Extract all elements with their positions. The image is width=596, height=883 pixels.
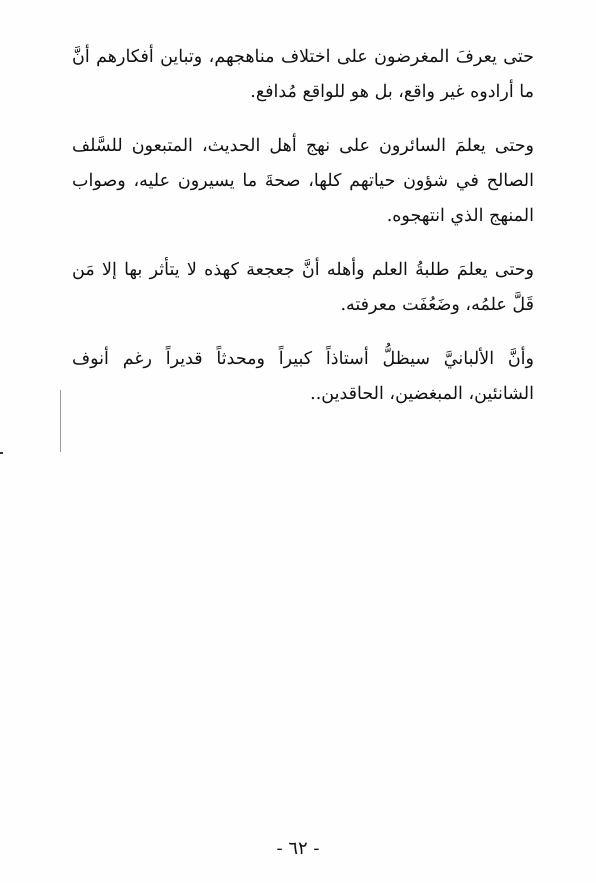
body-text	[72, 40, 534, 431]
paragraph: وحتى يعلمَ السائرون على نهج أهل الحديث، المتبعون للسَّلف الصالح في شؤون حياتهم كلها، صحةَ ما يسيرون عليه، وصواب المنهج الذي انتهجوه.	[72, 136, 534, 226]
edge-mark	[0, 452, 3, 454]
margin-rule	[60, 390, 61, 452]
paragraph: وحتى يعلمَ طلبةُ العلم وأهله أنَّ جعجعة كهذه لا يتأثر بها إلا مَن قَلَّ علمُه، وضَعُفَت معرفته.	[72, 260, 534, 315]
paragraph: حتى يعرفَ المغرضون على اختلاف مناهجهم، وتباين أفكارهم أنَّ ما أرادوه غير واقع، بل هو للواقع مُدافع.	[72, 47, 534, 102]
paragraph: وأنَّ الألبانيَّ سيظلُّ أستاذاً كبيراً ومحدثاً قديراً رغم أنوف الشانئين، المبغضين، الحاقدين..	[72, 349, 534, 404]
page-number: - ٦٢ -	[276, 838, 320, 859]
